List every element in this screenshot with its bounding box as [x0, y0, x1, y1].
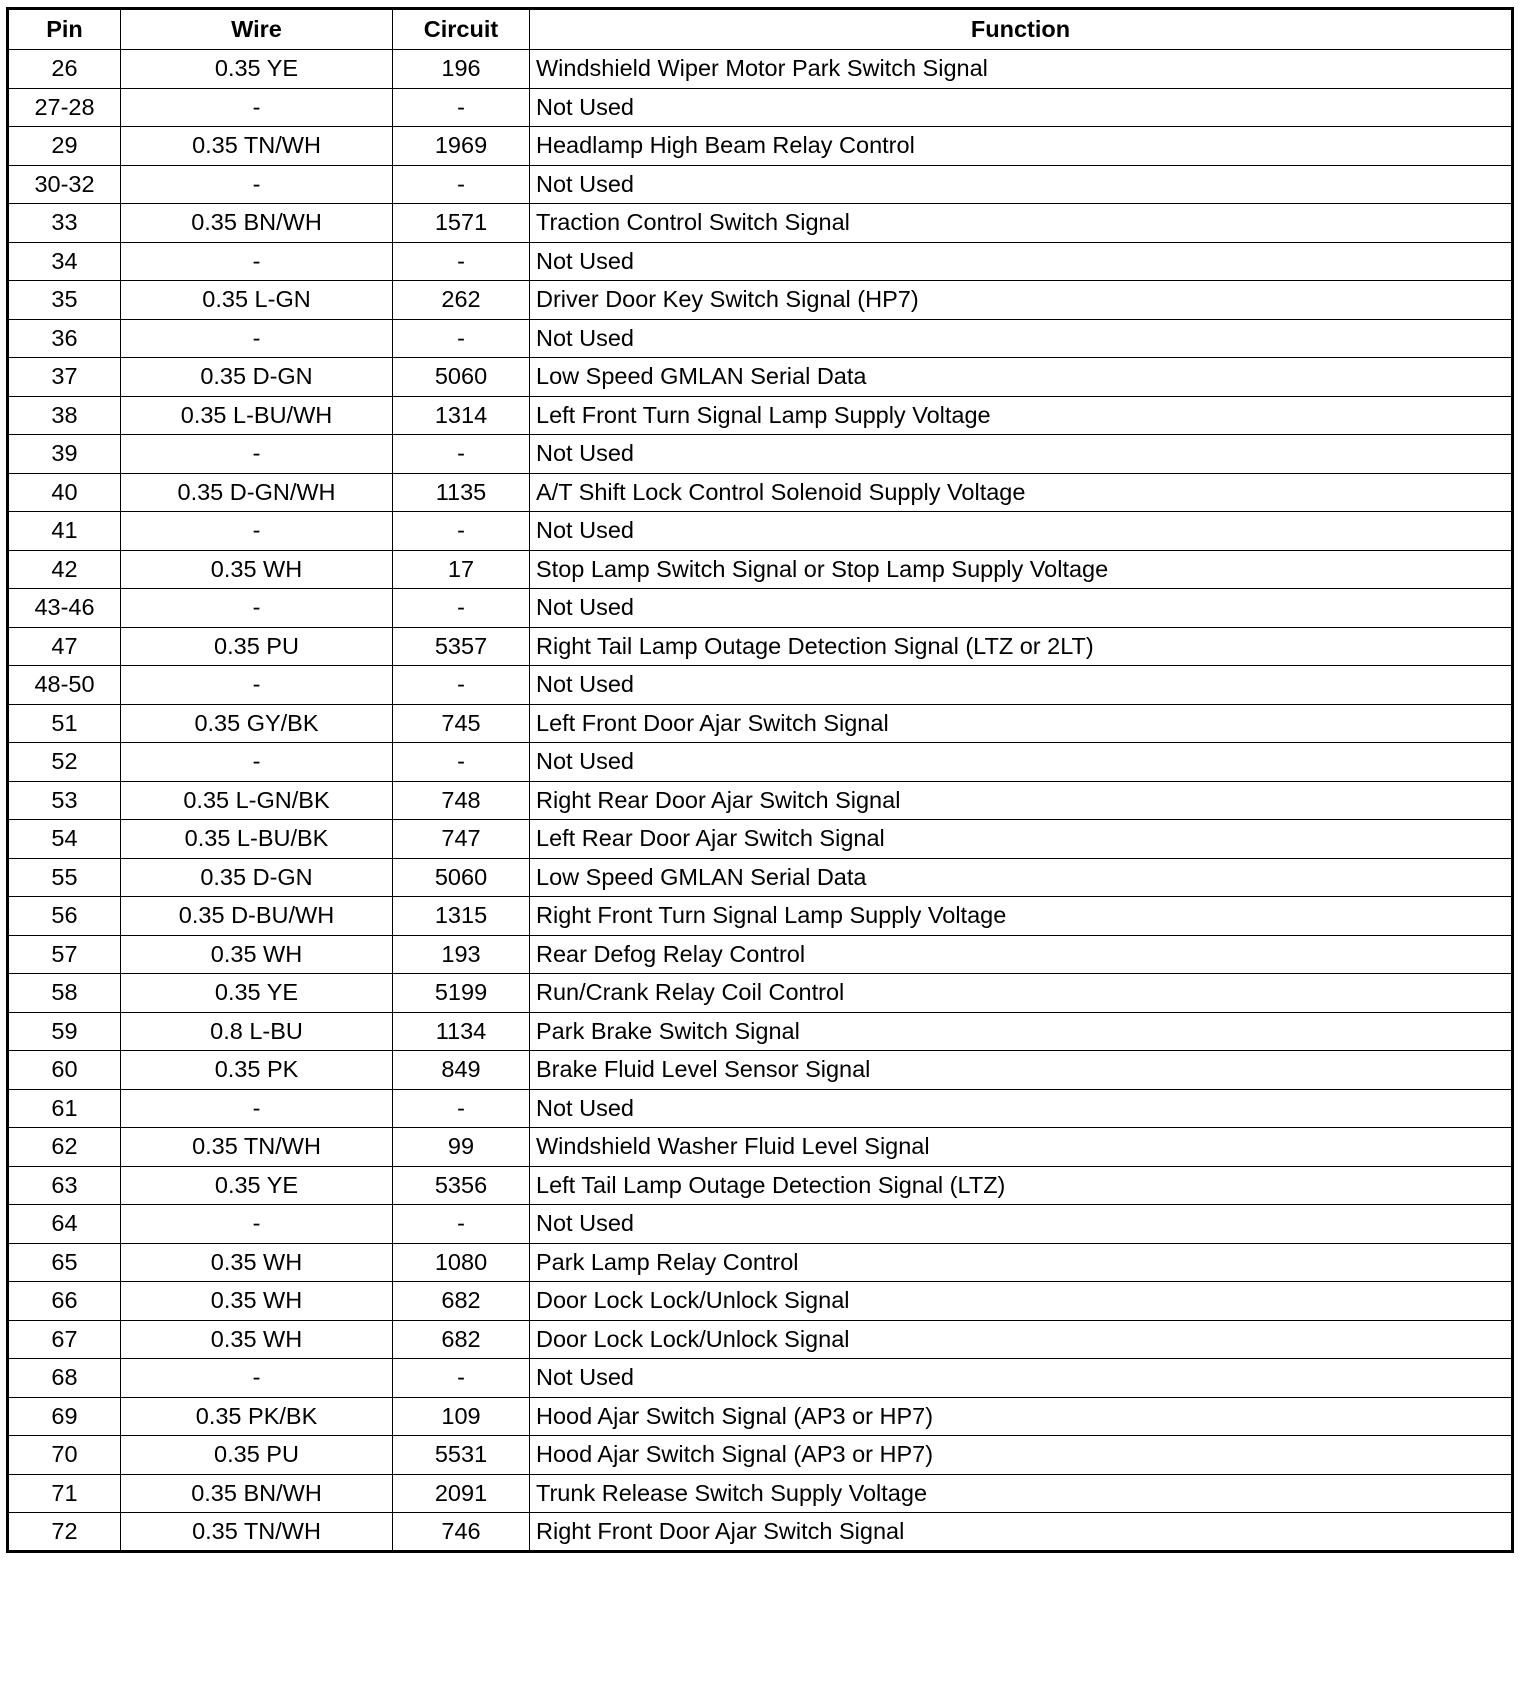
header-function: Function — [530, 9, 1513, 50]
cell-wire: 0.35 YE — [121, 1166, 393, 1205]
cell-function: Left Front Door Ajar Switch Signal — [530, 704, 1513, 743]
table-row — [8, 127, 1513, 166]
cell-wire: 0.35 YE — [121, 50, 393, 89]
cell-pin: 33 — [8, 204, 121, 243]
cell-wire: - — [121, 512, 393, 551]
cell-circuit: 748 — [393, 781, 530, 820]
table-row — [8, 935, 1513, 974]
table-row — [8, 396, 1513, 435]
header-wire: Wire — [121, 9, 393, 50]
cell-circuit: 196 — [393, 50, 530, 89]
cell-wire: 0.35 PK — [121, 1051, 393, 1090]
cell-circuit: 99 — [393, 1128, 530, 1167]
cell-circuit: - — [393, 242, 530, 281]
cell-circuit: 682 — [393, 1282, 530, 1321]
cell-wire: 0.35 PU — [121, 1436, 393, 1475]
cell-circuit: - — [393, 88, 530, 127]
cell-wire: 0.35 WH — [121, 935, 393, 974]
cell-pin: 38 — [8, 396, 121, 435]
cell-wire: 0.35 WH — [121, 550, 393, 589]
cell-pin: 67 — [8, 1320, 121, 1359]
cell-function: Left Tail Lamp Outage Detection Signal (LTZ) — [530, 1166, 1513, 1205]
cell-pin: 51 — [8, 704, 121, 743]
table-row — [8, 1359, 1513, 1398]
cell-function: Run/Crank Relay Coil Control — [530, 974, 1513, 1013]
cell-function: Not Used — [530, 1205, 1513, 1244]
cell-function: Park Lamp Relay Control — [530, 1243, 1513, 1282]
table-row — [8, 435, 1513, 474]
cell-wire: - — [121, 165, 393, 204]
cell-wire: - — [121, 666, 393, 705]
cell-wire: 0.35 WH — [121, 1243, 393, 1282]
cell-pin: 64 — [8, 1205, 121, 1244]
cell-wire: 0.35 PU — [121, 627, 393, 666]
cell-circuit: 682 — [393, 1320, 530, 1359]
cell-pin: 36 — [8, 319, 121, 358]
cell-wire: 0.35 D-BU/WH — [121, 897, 393, 936]
cell-function: Not Used — [530, 589, 1513, 628]
cell-pin: 37 — [8, 358, 121, 397]
table-row — [8, 1166, 1513, 1205]
cell-wire: - — [121, 1089, 393, 1128]
cell-function: Not Used — [530, 319, 1513, 358]
cell-function: Left Rear Door Ajar Switch Signal — [530, 820, 1513, 859]
cell-pin: 65 — [8, 1243, 121, 1282]
cell-function: Hood Ajar Switch Signal (AP3 or HP7) — [530, 1436, 1513, 1475]
cell-pin: 43-46 — [8, 589, 121, 628]
table-row — [8, 550, 1513, 589]
cell-pin: 27-28 — [8, 88, 121, 127]
cell-circuit: 5060 — [393, 358, 530, 397]
cell-pin: 59 — [8, 1012, 121, 1051]
cell-function: Not Used — [530, 666, 1513, 705]
cell-wire: - — [121, 589, 393, 628]
cell-function: Door Lock Lock/Unlock Signal — [530, 1282, 1513, 1321]
header-row — [8, 9, 1513, 50]
cell-pin: 26 — [8, 50, 121, 89]
table-row — [8, 704, 1513, 743]
table-row — [8, 242, 1513, 281]
cell-pin: 60 — [8, 1051, 121, 1090]
table-row — [8, 743, 1513, 782]
cell-pin: 62 — [8, 1128, 121, 1167]
cell-pin: 54 — [8, 820, 121, 859]
table-row — [8, 1089, 1513, 1128]
cell-pin: 66 — [8, 1282, 121, 1321]
cell-circuit: 193 — [393, 935, 530, 974]
table-row — [8, 319, 1513, 358]
cell-circuit: 1315 — [393, 897, 530, 936]
cell-function: Headlamp High Beam Relay Control — [530, 127, 1513, 166]
cell-function: Trunk Release Switch Supply Voltage — [530, 1474, 1513, 1513]
cell-wire: - — [121, 242, 393, 281]
cell-function: Hood Ajar Switch Signal (AP3 or HP7) — [530, 1397, 1513, 1436]
cell-circuit: 5356 — [393, 1166, 530, 1205]
cell-pin: 72 — [8, 1513, 121, 1552]
cell-pin: 58 — [8, 974, 121, 1013]
cell-pin: 48-50 — [8, 666, 121, 705]
table-row — [8, 1205, 1513, 1244]
cell-wire: - — [121, 435, 393, 474]
cell-wire: 0.35 L-BU/WH — [121, 396, 393, 435]
cell-circuit: 5357 — [393, 627, 530, 666]
table-row — [8, 1436, 1513, 1475]
cell-circuit: 1135 — [393, 473, 530, 512]
cell-circuit: - — [393, 435, 530, 474]
cell-circuit: 849 — [393, 1051, 530, 1090]
cell-function: Left Front Turn Signal Lamp Supply Voltage — [530, 396, 1513, 435]
table-row — [8, 473, 1513, 512]
cell-pin: 30-32 — [8, 165, 121, 204]
table-row — [8, 1128, 1513, 1167]
cell-function: Not Used — [530, 1089, 1513, 1128]
cell-circuit: 1080 — [393, 1243, 530, 1282]
header-circuit: Circuit — [393, 9, 530, 50]
cell-wire: 0.35 TN/WH — [121, 1513, 393, 1552]
table-row — [8, 358, 1513, 397]
table-body — [8, 50, 1513, 1552]
table-row — [8, 897, 1513, 936]
cell-function: Windshield Washer Fluid Level Signal — [530, 1128, 1513, 1167]
table-row — [8, 165, 1513, 204]
cell-function: Right Rear Door Ajar Switch Signal — [530, 781, 1513, 820]
cell-function: Rear Defog Relay Control — [530, 935, 1513, 974]
cell-function: Low Speed GMLAN Serial Data — [530, 858, 1513, 897]
cell-circuit: 5060 — [393, 858, 530, 897]
cell-function: Right Tail Lamp Outage Detection Signal (LTZ or 2LT) — [530, 627, 1513, 666]
cell-circuit: - — [393, 743, 530, 782]
cell-circuit: - — [393, 589, 530, 628]
cell-pin: 53 — [8, 781, 121, 820]
table-row — [8, 204, 1513, 243]
cell-circuit: - — [393, 319, 530, 358]
cell-pin: 71 — [8, 1474, 121, 1513]
cell-circuit: - — [393, 666, 530, 705]
cell-function: Right Front Door Ajar Switch Signal — [530, 1513, 1513, 1552]
cell-function: Low Speed GMLAN Serial Data — [530, 358, 1513, 397]
cell-circuit: 1134 — [393, 1012, 530, 1051]
cell-circuit: - — [393, 512, 530, 551]
cell-wire: - — [121, 88, 393, 127]
cell-wire: 0.35 D-GN — [121, 358, 393, 397]
cell-function: Not Used — [530, 1359, 1513, 1398]
cell-function: Not Used — [530, 435, 1513, 474]
table-row — [8, 281, 1513, 320]
cell-wire: 0.35 WH — [121, 1282, 393, 1321]
cell-function: A/T Shift Lock Control Solenoid Supply Voltage — [530, 473, 1513, 512]
cell-function: Traction Control Switch Signal — [530, 204, 1513, 243]
connector-pinout-table — [6, 7, 1514, 1553]
table-row — [8, 512, 1513, 551]
header-pin: Pin — [8, 9, 121, 50]
cell-wire: 0.35 BN/WH — [121, 204, 393, 243]
cell-circuit: 1969 — [393, 127, 530, 166]
cell-pin: 41 — [8, 512, 121, 551]
cell-pin: 29 — [8, 127, 121, 166]
cell-pin: 40 — [8, 473, 121, 512]
cell-wire: 0.35 TN/WH — [121, 1128, 393, 1167]
cell-circuit: - — [393, 165, 530, 204]
cell-circuit: 2091 — [393, 1474, 530, 1513]
cell-pin: 57 — [8, 935, 121, 974]
table-row — [8, 666, 1513, 705]
cell-circuit: 745 — [393, 704, 530, 743]
table-row — [8, 1397, 1513, 1436]
table-row — [8, 1243, 1513, 1282]
cell-wire: 0.35 L-GN/BK — [121, 781, 393, 820]
cell-wire: 0.8 L-BU — [121, 1012, 393, 1051]
cell-pin: 47 — [8, 627, 121, 666]
cell-wire: 0.35 BN/WH — [121, 1474, 393, 1513]
table-row — [8, 820, 1513, 859]
table-row — [8, 858, 1513, 897]
cell-wire: 0.35 WH — [121, 1320, 393, 1359]
cell-circuit: 262 — [393, 281, 530, 320]
cell-pin: 61 — [8, 1089, 121, 1128]
cell-circuit: 17 — [393, 550, 530, 589]
cell-function: Not Used — [530, 88, 1513, 127]
cell-circuit: 5531 — [393, 1436, 530, 1475]
cell-pin: 35 — [8, 281, 121, 320]
cell-wire: - — [121, 1205, 393, 1244]
table-row — [8, 50, 1513, 89]
cell-wire: - — [121, 1359, 393, 1398]
table-row — [8, 1320, 1513, 1359]
cell-pin: 56 — [8, 897, 121, 936]
cell-circuit: 1571 — [393, 204, 530, 243]
table-row — [8, 88, 1513, 127]
table-row — [8, 627, 1513, 666]
cell-pin: 39 — [8, 435, 121, 474]
cell-wire: - — [121, 319, 393, 358]
cell-wire: 0.35 L-BU/BK — [121, 820, 393, 859]
cell-function: Driver Door Key Switch Signal (HP7) — [530, 281, 1513, 320]
cell-function: Door Lock Lock/Unlock Signal — [530, 1320, 1513, 1359]
cell-wire: 0.35 D-GN/WH — [121, 473, 393, 512]
table-row — [8, 1051, 1513, 1090]
table-row — [8, 589, 1513, 628]
cell-wire: 0.35 TN/WH — [121, 127, 393, 166]
cell-circuit: 1314 — [393, 396, 530, 435]
cell-wire: 0.35 GY/BK — [121, 704, 393, 743]
cell-wire: - — [121, 743, 393, 782]
cell-function: Park Brake Switch Signal — [530, 1012, 1513, 1051]
cell-function: Not Used — [530, 242, 1513, 281]
cell-circuit: 747 — [393, 820, 530, 859]
cell-function: Right Front Turn Signal Lamp Supply Voltage — [530, 897, 1513, 936]
cell-function: Not Used — [530, 165, 1513, 204]
table-row — [8, 1474, 1513, 1513]
cell-pin: 55 — [8, 858, 121, 897]
cell-wire: 0.35 L-GN — [121, 281, 393, 320]
cell-pin: 69 — [8, 1397, 121, 1436]
cell-circuit: 5199 — [393, 974, 530, 1013]
cell-function: Not Used — [530, 512, 1513, 551]
cell-wire: 0.35 YE — [121, 974, 393, 1013]
cell-function: Stop Lamp Switch Signal or Stop Lamp Supply Voltage — [530, 550, 1513, 589]
cell-function: Not Used — [530, 743, 1513, 782]
cell-circuit: 109 — [393, 1397, 530, 1436]
cell-function: Windshield Wiper Motor Park Switch Signal — [530, 50, 1513, 89]
table-row — [8, 974, 1513, 1013]
cell-wire: 0.35 D-GN — [121, 858, 393, 897]
cell-function: Brake Fluid Level Sensor Signal — [530, 1051, 1513, 1090]
cell-circuit: - — [393, 1205, 530, 1244]
cell-wire: 0.35 PK/BK — [121, 1397, 393, 1436]
cell-circuit: - — [393, 1089, 530, 1128]
cell-pin: 34 — [8, 242, 121, 281]
table-header — [8, 9, 1513, 50]
cell-pin: 68 — [8, 1359, 121, 1398]
cell-pin: 52 — [8, 743, 121, 782]
cell-circuit: 746 — [393, 1513, 530, 1552]
table-row — [8, 1012, 1513, 1051]
cell-pin: 42 — [8, 550, 121, 589]
table-row — [8, 1282, 1513, 1321]
table-row — [8, 1513, 1513, 1552]
cell-pin: 70 — [8, 1436, 121, 1475]
cell-pin: 63 — [8, 1166, 121, 1205]
cell-circuit: - — [393, 1359, 530, 1398]
table-row — [8, 781, 1513, 820]
